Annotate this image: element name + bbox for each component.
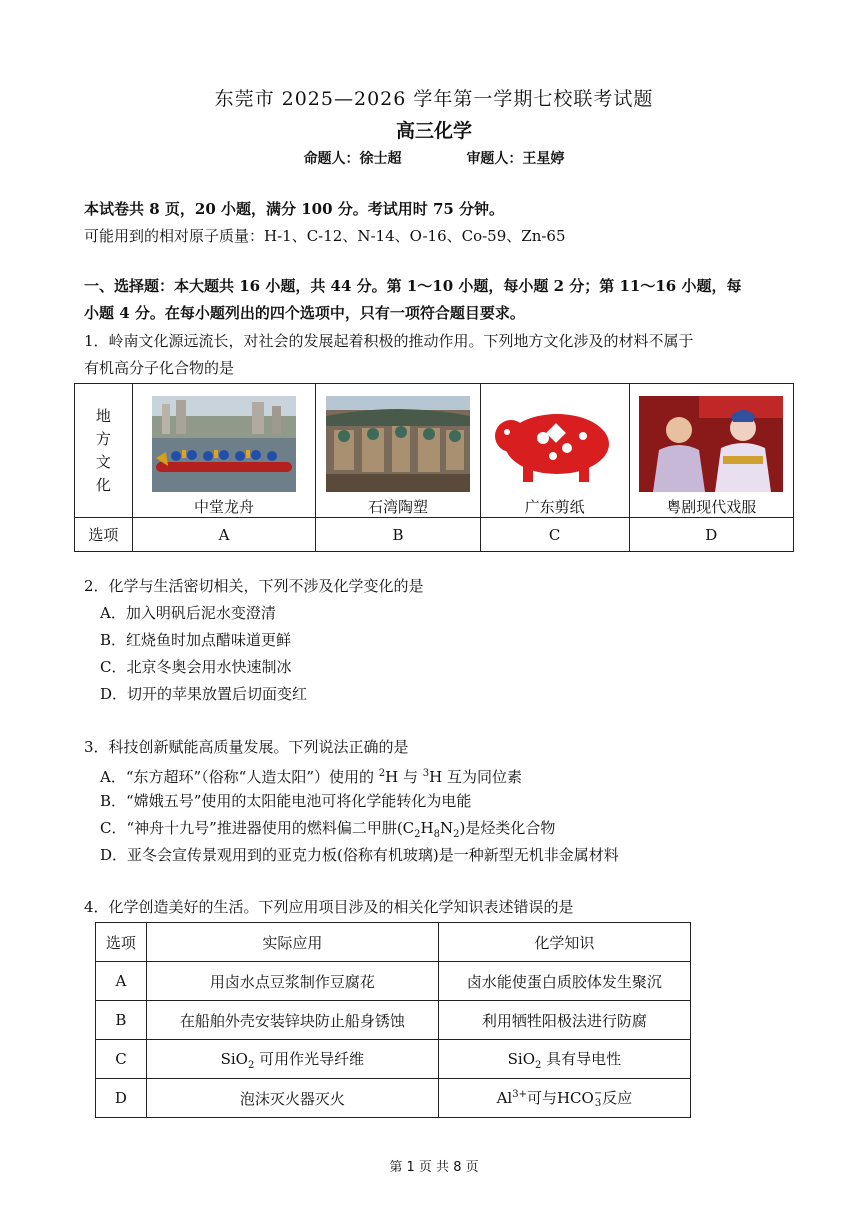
row-application	[146, 1040, 438, 1079]
q2-option-a: A．加入明矾后泥水变澄清	[100, 604, 276, 622]
option-a: A	[132, 518, 316, 552]
table-row	[96, 1040, 691, 1079]
atomic-masses: 可能用到的相对原子质量：H-1、C-12、N-14、O-16、Co-59、Zn-65	[84, 227, 566, 245]
header-option: 选项	[96, 923, 147, 962]
row-option: B	[96, 1001, 147, 1040]
paper-cut-pig-image	[483, 396, 627, 492]
q3-option-c	[100, 817, 555, 846]
q2-option-b: B．红烧鱼时加点醋味道更鲜	[100, 631, 292, 649]
q2-stem: 2．化学与生活密切相关，下列不涉及化学变化的是	[84, 577, 424, 595]
table-row	[96, 962, 691, 1001]
superscript: 2	[378, 768, 386, 779]
header-char: 化	[95, 475, 111, 494]
pottery-sculpture-photo	[326, 396, 470, 492]
q1-culture-table	[74, 383, 794, 552]
exam-authors	[0, 148, 868, 168]
text: 可用作光导纤维	[254, 1049, 365, 1068]
q2-option-d: D．切开的苹果放置后切面变红	[100, 685, 308, 703]
section-instructions-line1: 一、选择题：本大题共 16 小题，共 44 分。第 1～10 小题，每小题 2 分；第 11～16 小题，每	[84, 277, 742, 295]
row-application: 用卤水点豆浆制作豆腐花	[146, 962, 438, 1001]
culture-cell-d	[629, 384, 793, 518]
subscript: 2	[247, 1059, 255, 1071]
row-application: 在船舶外壳安装锌块防止船身锈蚀	[146, 1001, 438, 1040]
subscript: 8	[433, 829, 440, 840]
text: SiO	[507, 1049, 536, 1068]
caption-paper-cut: 广东剪纸	[524, 498, 585, 516]
author: 命题人：徐士超	[303, 151, 402, 167]
sub-sup-stack	[594, 1089, 602, 1109]
dragon-boat-photo	[152, 396, 296, 492]
reviewer: 审题人：王星婷	[466, 151, 565, 167]
text: H 互为同位素	[429, 768, 523, 786]
culture-cell-c	[480, 384, 629, 518]
row-application: 泡沫灭火器灭火	[146, 1079, 438, 1118]
text: SiO	[220, 1049, 248, 1068]
text: H	[420, 819, 434, 837]
caption-dragon-boat: 中堂龙舟	[194, 498, 255, 516]
page-footer: 第 1 页 共 8 页	[389, 1160, 479, 1175]
option-b: B	[316, 518, 480, 552]
q4-table	[95, 922, 691, 1118]
superscript: 3+	[512, 1089, 527, 1100]
row-option: C	[96, 1040, 147, 1079]
culture-cell-b	[316, 384, 480, 518]
text: C．“神舟十九号”推进器使用的燃料偏二甲肼(C	[100, 819, 415, 837]
subscript: 2	[414, 829, 421, 840]
superscript: −	[593, 1088, 603, 1099]
q3-stem: 3．科技创新赋能高质量发展。下列说法正确的是	[84, 738, 409, 756]
header-char: 文	[95, 452, 111, 471]
row-knowledge	[438, 1040, 690, 1079]
exam-title: 东莞市 2025—2026 学年第一学期七校联考试题	[214, 88, 654, 110]
q3-option-d: D．亚冬会宣传景观用到的亚克力板(俗称有机玻璃)是一种新型无机非金属材料	[100, 846, 619, 864]
row-knowledge: 卤水能使蛋白质胶体发生聚沉	[438, 962, 690, 1001]
header-char: 地	[95, 406, 111, 425]
text: )是烃类化合物	[459, 819, 556, 837]
culture-header-cell	[75, 384, 133, 518]
q3-option-b: B．“嫦娥五号”使用的太阳能电池可将化学能转化为电能	[100, 792, 472, 810]
text: 反应	[602, 1089, 633, 1107]
option-c: C	[480, 518, 629, 552]
row-knowledge	[438, 1079, 690, 1118]
row-knowledge: 利用牺牲阳极法进行防腐	[438, 1001, 690, 1040]
exam-info: 本试卷共 8 页，20 小题，满分 100 分。考试用时 75 分钟。	[84, 200, 505, 218]
q2-option-c: C．北京冬奥会用水快速制冰	[100, 658, 292, 676]
q1-stem-line2: 有机高分子化合物的是	[84, 359, 235, 377]
cantonese-opera-photo	[639, 396, 783, 492]
header-char: 方	[95, 429, 111, 448]
subscript: 3	[594, 1098, 602, 1109]
table-row	[96, 1001, 691, 1040]
q1-stem-line1: 1．岭南文化源远流长，对社会的发展起着积极的推动作用。下列地方文化涉及的材料不属于	[84, 332, 694, 350]
q3-option-a	[100, 763, 522, 788]
header-application: 实际应用	[146, 923, 438, 962]
text: 具有导电性	[541, 1049, 622, 1068]
option-d: D	[629, 518, 793, 552]
text: N	[440, 819, 454, 837]
row-option: A	[96, 962, 147, 1001]
text: 可与HCO	[526, 1089, 594, 1107]
section-instructions-line2: 小题 4 分。在每小题列出的四个选项中，只有一项符合题目要求。	[84, 304, 525, 322]
exam-subject: 高三化学	[395, 120, 472, 142]
option-label-cell: 选项	[75, 518, 133, 552]
subscript: 2	[453, 829, 460, 840]
caption-pottery: 石湾陶塑	[368, 498, 429, 516]
subscript: 2	[535, 1059, 542, 1071]
header-knowledge: 化学知识	[438, 923, 690, 962]
caption-opera-costume: 粤剧现代戏服	[666, 498, 757, 516]
table-row	[96, 1079, 691, 1118]
superscript: 3	[422, 768, 430, 779]
culture-cell-a	[132, 384, 316, 518]
q4-stem: 4．化学创造美好的生活。下列应用项目涉及的相关化学知识表述错误的是	[84, 898, 574, 916]
text: H 与	[385, 768, 423, 786]
row-option: D	[96, 1079, 147, 1118]
text: Al	[496, 1089, 513, 1107]
text: A．“东方超环”（俗称“人造太阳”）使用的	[100, 768, 379, 786]
